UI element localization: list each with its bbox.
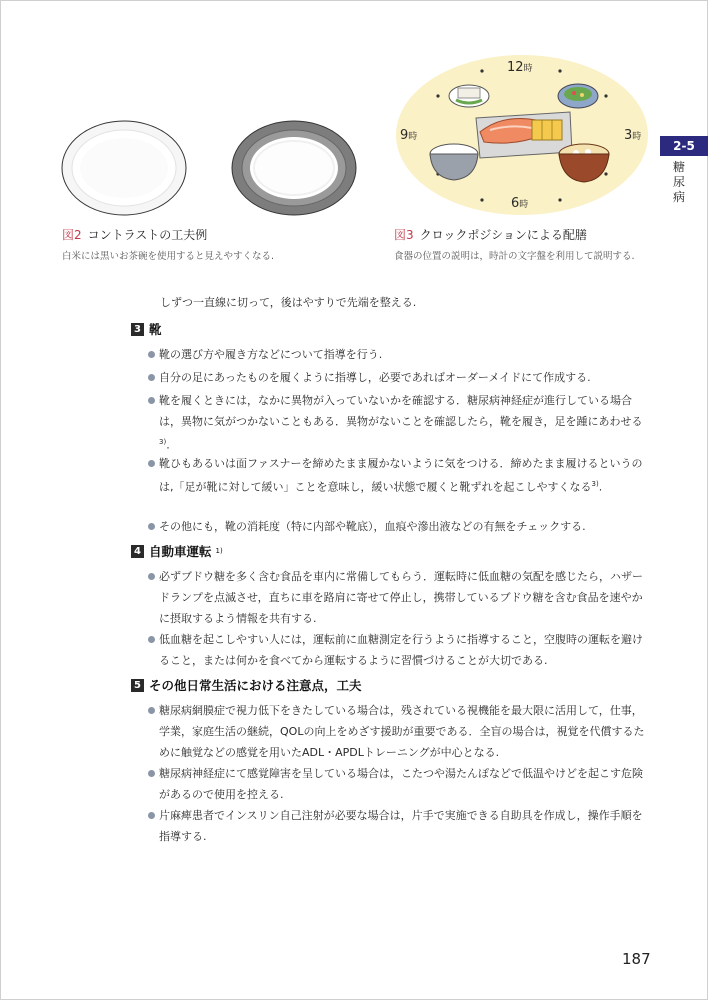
figure-2-caption xyxy=(62,226,207,243)
figure-3-number: 図3 xyxy=(394,228,414,242)
bullet-dot-icon xyxy=(148,707,155,714)
section-number-badge: 5 xyxy=(131,679,144,692)
chapter-tab: 2-5 xyxy=(660,136,708,156)
figure-2-number: 図2 xyxy=(62,228,82,242)
figure-2-note: 白米には黒いお茶碗を使用すると見えやすくなる. xyxy=(62,251,275,262)
list-item: 糖尿病網膜症で視力低下をきたしている場合は，残されている視機能を最大限に活用して，仕事，学業，家庭生活の継続，QOLの向上をめざす援助が重要である．全盲の場合は，視覚を代償するために触覚などの感覚を用いたADL・APDLトレーニングが中心となる. xyxy=(148,700,650,763)
figure-2-illustration xyxy=(56,110,376,220)
figure-3-illustration xyxy=(394,54,650,216)
section-heading-daily-life xyxy=(131,676,362,694)
section-heading-driving xyxy=(131,542,223,560)
section-number-badge: 3 xyxy=(131,323,144,336)
list-item: 靴ひもあるいは面ファスナーを締めたまま履かないように気をつける．締めたまま履けるというのは,「足が靴に対して緩い」ことを意味し，緩い状態で履くと靴ずれを起こしやすくなる$^{3)}$. xyxy=(148,453,650,498)
section-title: 靴 xyxy=(149,322,162,337)
bullet-dot-icon xyxy=(148,351,155,358)
clock-label-6: 6時 xyxy=(511,196,529,211)
clock-label-9: 9時 xyxy=(400,128,418,143)
section-number-badge: 4 xyxy=(131,545,144,558)
figure-3-note: 食器の位置の説明は，時計の文字盤を利用して説明する. xyxy=(394,251,635,262)
section-title: 自動車運転 xyxy=(149,544,212,559)
figure-3-caption xyxy=(394,226,587,243)
list-item: 糖尿病神経症にて感覚障害を呈している場合は，こたつや湯たんぽなどで低温やけどを起こす危険があるので使用を控える. xyxy=(148,763,650,805)
bullet-dot-icon xyxy=(148,573,155,580)
bullet-dot-icon xyxy=(148,812,155,819)
bullet-dot-icon xyxy=(148,523,155,530)
bullet-dot-icon xyxy=(148,374,155,381)
list-item: その他にも，靴の消耗度（特に内部や靴底），血痕や滲出液などの有無をチェックする. xyxy=(148,516,650,537)
section-title: その他日常生活における注意点，工夫 xyxy=(149,678,362,693)
list-item: 低血糖を起こしやすい人には，運転前に血糖測定を行うように指導すること，空腹時の運転を避けること，または何かを食べてから運転するように習慣づけることが大切である. xyxy=(148,629,650,671)
clock-label-3: 3時 xyxy=(624,128,642,143)
list-item: 靴を履くときには，なかに異物が入っていないかを確認する．糖尿病神経症が進行している場合は，異物に気がつかないこともある．異物がないことを確認したら，靴を履き，足を踵にあわせる$^{3)}$. xyxy=(148,390,650,456)
bullet-dot-icon xyxy=(148,770,155,777)
list-item: 靴の選び方や履き方などについて指導を行う. xyxy=(148,344,650,365)
list-item: 片麻痺患者でインスリン自己注射が必要な場合は，片手で実施できる自助具を作成し，操作手順を指導する. xyxy=(148,805,650,847)
figure-3-title: クロックポジションによる配膳 xyxy=(419,228,587,242)
section-heading-shoes xyxy=(131,320,162,338)
bullet-dot-icon xyxy=(148,460,155,467)
figure-2-title: コントラストの工夫例 xyxy=(87,228,208,242)
list-item: 自分の足にあったものを履くように指導し，必要であればオーダーメイドにて作成する. xyxy=(148,367,650,388)
section-reference: 1) xyxy=(215,547,223,555)
bullet-dot-icon xyxy=(148,397,155,404)
list-item: 必ずブドウ糖を多く含む食品を車内に常備してもらう．運転時に低血糖の気配を感じたら，ハザードランプを点滅させ，直ちに車を路肩に寄せて停止し，携帯しているブドウ糖を含む食品を速やかに摂取するよう情報を共有する. xyxy=(148,566,650,629)
lead-text: しずつ一直線に切って，後はやすりで先端を整える. xyxy=(160,296,417,309)
bullet-dot-icon xyxy=(148,636,155,643)
chapter-label: 糖尿病 xyxy=(672,160,685,204)
page-number: 187 xyxy=(622,950,651,968)
clock-label-12: 12時 xyxy=(507,60,533,75)
